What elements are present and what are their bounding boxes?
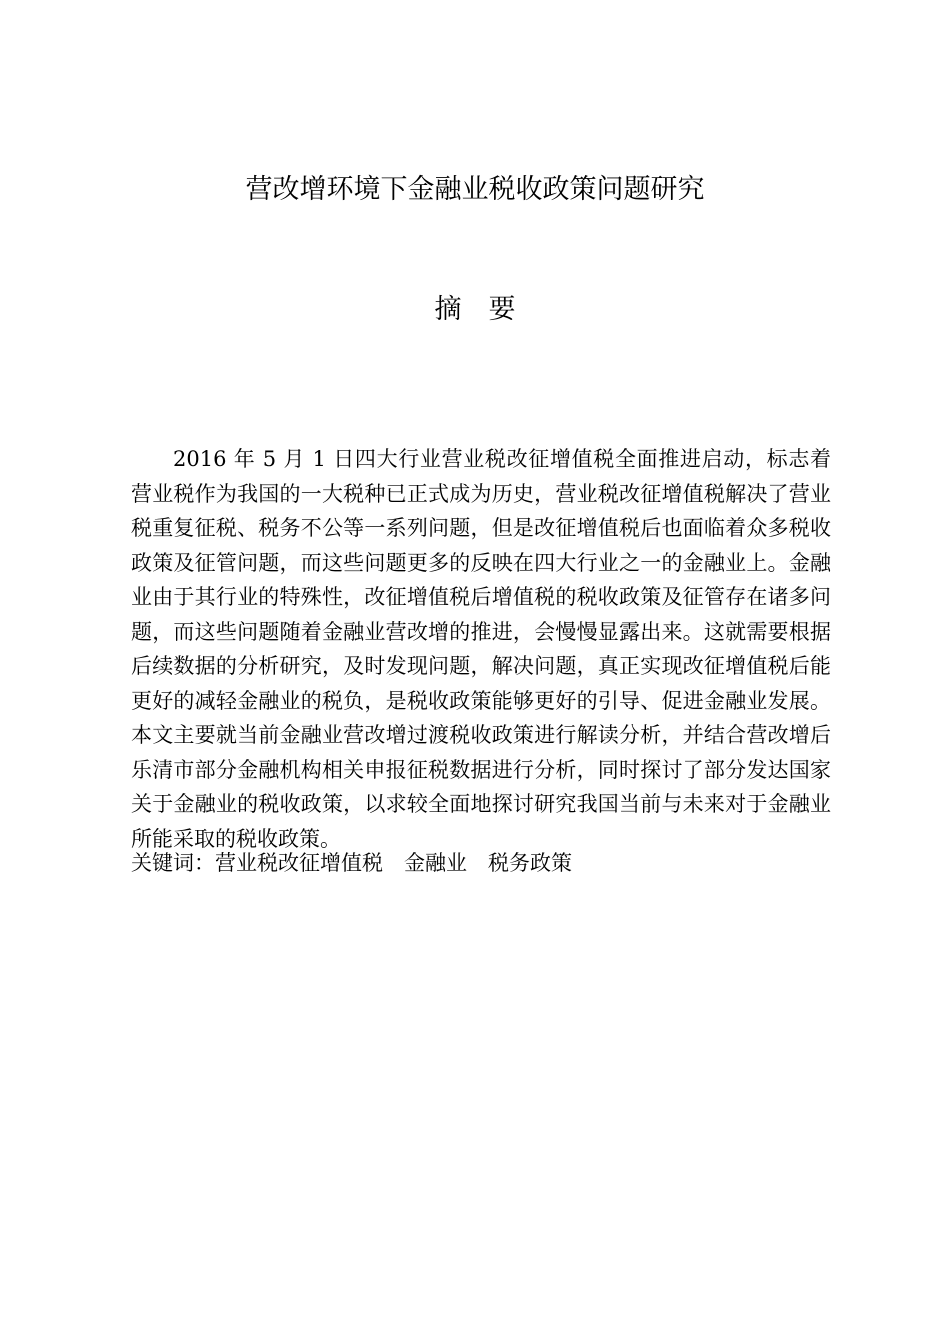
abstract-heading: 摘要 (434, 294, 543, 325)
keywords-label: 关键词： (131, 851, 215, 875)
document-title: 营改增环境下金融业税收政策问题研究 (245, 174, 705, 205)
keyword-item: 金融业 (404, 851, 467, 875)
keyword-item: 税务政策 (488, 851, 572, 875)
keyword-item: 营业税改征增值税 (215, 851, 383, 875)
keywords-line (131, 846, 831, 880)
abstract-body: 2016 年 5 月 1 日四大行业营业税改征增值税全面推进启动，标志着营业税作为我国的一大税种已正式成为历史，营业税改征增值税解决了营业税重复征税、税务不公等一系列问题，但是改征增值税后也面临着众多税收政策及征管问题，而这些问题更多的反映在四大行业之一的金融业上。金融业由于其行业的特殊性，改征增值税后增值税的税收政策及征管存在诸多问题，而这些问题随着金融业营改增的推进，会慢慢显露出来。这就需要根据后续数据的分析研究，及时发现问题，解决问题，真正实现改征增值税后能更好的减轻金融业的税负，是税收政策能够更好的引导、促进金融业发展。本文主要就当前金融业营改增过渡税收政策进行解读分析，并结合营改增后乐清市部分金融机构相关申报征税数据进行分析，同时探讨了部分发达国家关于金融业的税收政策，以求较全面地探讨研究我国当前与未来对于金融业所能采取的税收政策。 (131, 447, 831, 851)
